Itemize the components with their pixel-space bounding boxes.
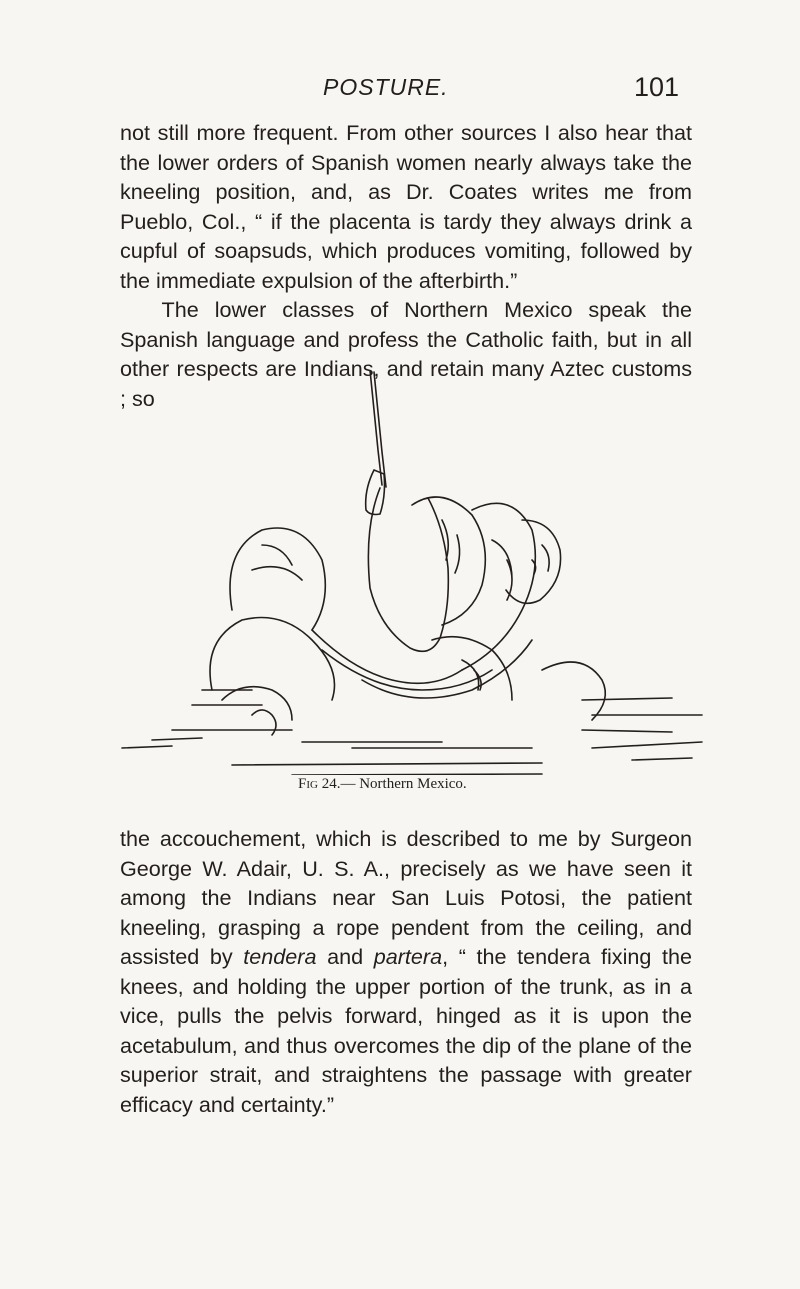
paragraph-2 xyxy=(120,824,692,1119)
running-title: POSTURE. xyxy=(323,74,449,100)
term-tendera: tendera xyxy=(243,944,317,969)
paragraph-2-and: and xyxy=(316,944,374,969)
figure-illustration xyxy=(112,370,712,775)
paragraph-1-quote: “ if the placenta is tardy they always drink a cupful of soapsuds, which produces vomiting, followed by the immediate expulsion of the afterbirth.” xyxy=(120,208,692,293)
page-header xyxy=(0,74,800,114)
paragraph-1 xyxy=(120,118,692,413)
tendera-figure xyxy=(230,528,325,630)
caption-label: Fig xyxy=(298,776,318,792)
caption-text: 24.— Northern Mexico. xyxy=(317,776,467,792)
ground-line xyxy=(172,690,532,748)
paragraph-1-text-a: not still more frequent. From other sources I also hear that the lower orders of Spanish women nearly always take the kneeling position, and, as Dr. Coates writes me from Pueblo, Col., xyxy=(120,120,692,234)
paragraph-2-text-a: the accouchement, which is described to me by Surgeon George W. Adair, U. S. A., precisely as we have seen it among the Indians near San Luis Potosi, the patient kneeling, grasping a rope pendent from the ceiling, and assisted by xyxy=(120,826,692,969)
paragraph-2-text-b: , “ the tendera fixing the knees, and holding the upper portion of the trunk, as in a vice, pulls the pelvis forward, hinged as it is upon the acetabulum, and thus overcomes the dip of the plane of the superior strait, and straightens the passage with greater efficacy and certainty.” xyxy=(120,944,693,1117)
page-number: 101 xyxy=(634,72,680,102)
term-partera: partera xyxy=(373,944,443,969)
figure-caption xyxy=(298,776,467,793)
paragraph-1-text-b: The lower classes of Northern Mexico speak the Spanish language and profess the Catholic faith, but in all other respects are Indians, and retain many Aztec customs ; so xyxy=(120,297,692,411)
